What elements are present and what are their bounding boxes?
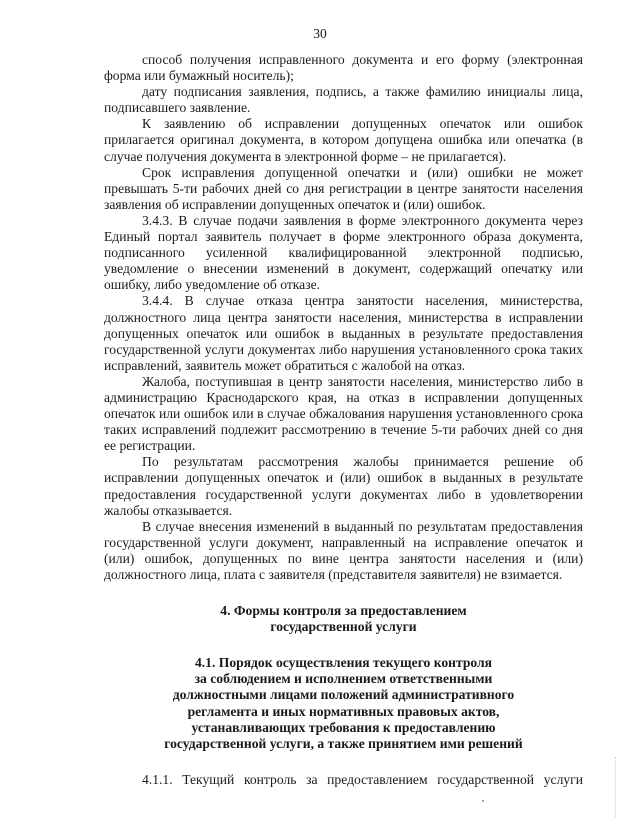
paragraph: 3.4.4. В случае отказа центра занятости населения, министерства, должностного лица центра занятости населения, министерства в исправлении допущенных опечаток или ошибок в выданных в результате предоставления государственной услуги документах либо нарушения установленного срока таких исправлений, заявитель может обратиться с жалобой на отказ. [104,293,583,373]
paragraph: По результатам рассмотрения жалобы принимается решение об исправлении допущенных опечаток и (или) ошибок в выданных в результате предоставления государственной услуги документах либо в удовлетворении жалобы отказывается. [104,454,583,518]
paragraph: 3.4.3. В случае подачи заявления в форме электронного документа через Единый портал заявитель получает в форме электронного образа документа, подписанного усиленной квалифицированной электронной подписью, уведомление о внесении изменений в документ, содержащий опечатку или ошибку, либо уведомление об отказе. [104,212,583,293]
heading-line: должностными лицами положений административного [172,687,515,703]
heading-line: за соблюдением и исполнением ответственными [194,671,493,687]
document-body [104,52,583,788]
heading-line: государственной услуги, а также принятием ими решений [164,735,523,751]
paragraph: Срок исправления допущенной опечатки и (или) ошибки не может превышать 5-ти рабочих дней со дня регистрации в центре занятости населения заявления об исправлении допущенных опечаток и (или) ошибок. [104,164,583,212]
heading-line: устанавливающих требования к предоставлению [191,719,496,735]
page-edge-mark [615,757,618,817]
paragraph: способ получения исправленного документа и его форму (электронная форма или бумажный носитель); [104,52,583,84]
page-number: 30 [313,26,327,41]
heading-line: 4.1. Порядок осуществления текущего контроля [194,655,493,671]
section-4-1-heading [104,655,583,752]
paragraph: дату подписания заявления, подпись, а также фамилию инициалы лица, подписавшего заявление. [104,84,583,116]
section-4-heading [104,603,583,635]
heading-line: государственной услуги [270,619,417,635]
scan-speck [482,800,484,802]
heading-line: регламента и иных нормативных правовых актов, [187,703,500,719]
paragraph: 4.1.1. Текущий контроль за предоставлением государственной услуги [142,771,583,787]
paragraph: К заявлению об исправлении допущенных опечаток или ошибок прилагается оригинал документа, в котором допущена ошибка или опечатка (в случае получения документа в электронной форме – не прилагается). [104,116,583,164]
paragraph: В случае внесения изменений в выданный по результатам предоставления государственной услуги документ, направленный на исправление опечаток и (или) ошибок, допущенных по вине центра занятости населения и (или) должностного лица, плата с заявителя (представителя заявителя) не взимается. [104,518,583,582]
heading-line: 4. Формы контроля за предоставлением [220,603,467,619]
paragraph: Жалоба, поступившая в центр занятости населения, министерство либо в администрацию Краснодарского края, на отказ в исправлении допущенных опечаток или ошибок или в случае обжалования нарушения установленного срока таких исправлений подлежит рассмотрению в течение 5-ти рабочих дней со дня ее регистрации. [104,373,583,454]
